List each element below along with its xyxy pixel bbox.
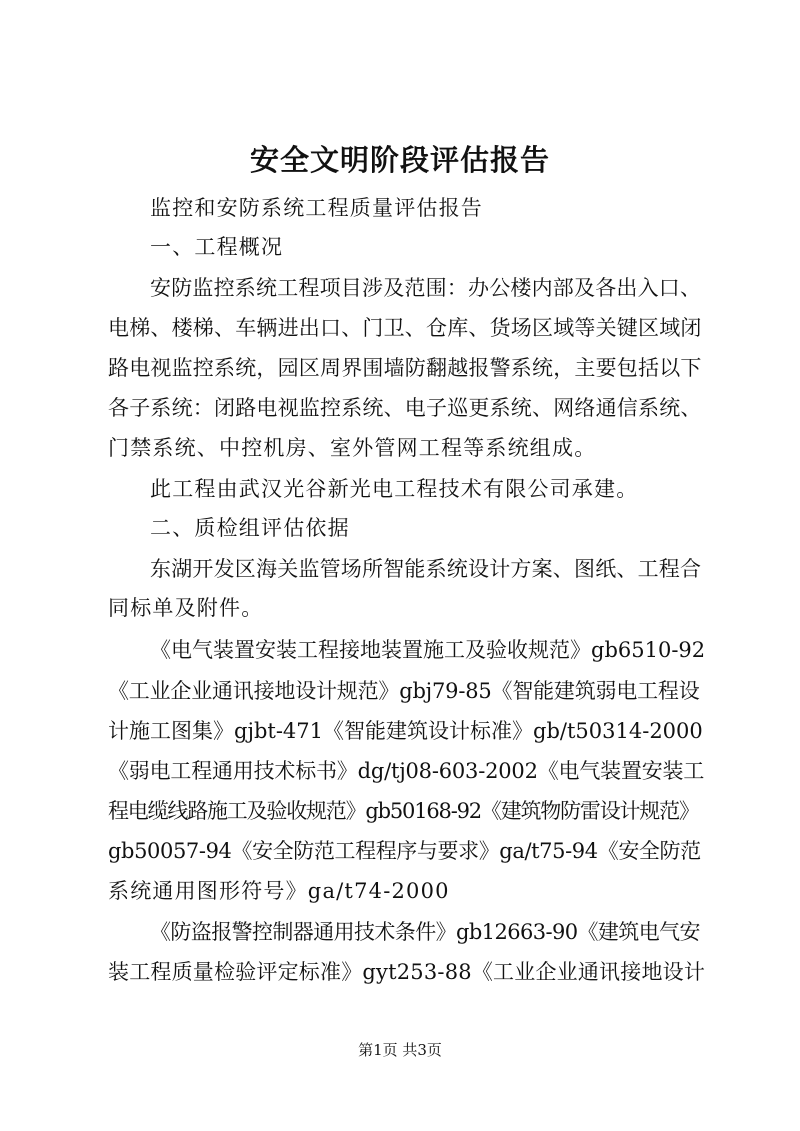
paragraph-line: 此工程由武汉光谷新光电工程技术有限公司承建。 <box>150 477 639 501</box>
page-number-footer: 第1页 共3页 <box>358 1041 442 1059</box>
page-title: 安全文明阶段评估报告 <box>249 143 550 177</box>
section-heading-1: 一、工程概况 <box>150 235 284 259</box>
reference-line: 《工业企业通讯接地设计规范》gbj79-85《智能建筑弱电工程设 <box>108 679 700 703</box>
subtitle-line: 监控和安防系统工程质量评估报告 <box>150 196 483 220</box>
reference-line: 《电气装置安装工程接地装置施工及验收规范》gb6510-92 <box>150 638 706 662</box>
paragraph-line: 电梯、楼梯、车辆进出口、门卫、仓库、货场区域等关键区域闭 <box>108 316 702 340</box>
reference-line: 计施工图集》gjbt-471《智能建筑设计标准》gb/t50314-2000 <box>108 719 703 743</box>
reference-line: gb50057-94《安全防范工程程序与要求》ga/t75-94《安全防范 <box>108 839 701 863</box>
reference-line: 装工程质量检验评定标准》gyt253-88《工业企业通讯接地设计 <box>108 960 706 984</box>
section-heading-2: 二、质检组评估依据 <box>150 516 350 540</box>
paragraph-line: 各子系统：闭路电视监控系统、电子巡更系统、网络通信系统、 <box>108 396 702 420</box>
reference-line: 系统通用图形符号》ga/t74-2000 <box>108 879 450 903</box>
paragraph-line: 同标单及附件。 <box>108 596 264 620</box>
paragraph-line: 路电视监控系统，园区周界围墙防翻越报警系统，主要包括以下 <box>108 356 702 380</box>
reference-line: 程电缆线路施工及验收规范》gb50168-92《建筑物防雷设计规范》 <box>108 799 699 823</box>
reference-line: 《弱电工程通用技术标书》dg/tj08-603-2002《电气装置安装工 <box>108 759 705 783</box>
paragraph-line: 门禁系统、中控机房、室外管网工程等系统组成。 <box>108 436 597 460</box>
paragraph-line: 安防监控系统工程项目涉及范围：办公楼内部及各出入口、 <box>150 276 702 300</box>
paragraph-line: 东湖开发区海关监管场所智能系统设计方案、图纸、工程合 <box>150 557 702 581</box>
reference-line: 《防盗报警控制器通用技术条件》gb12663-90《建筑电气安 <box>150 920 700 944</box>
